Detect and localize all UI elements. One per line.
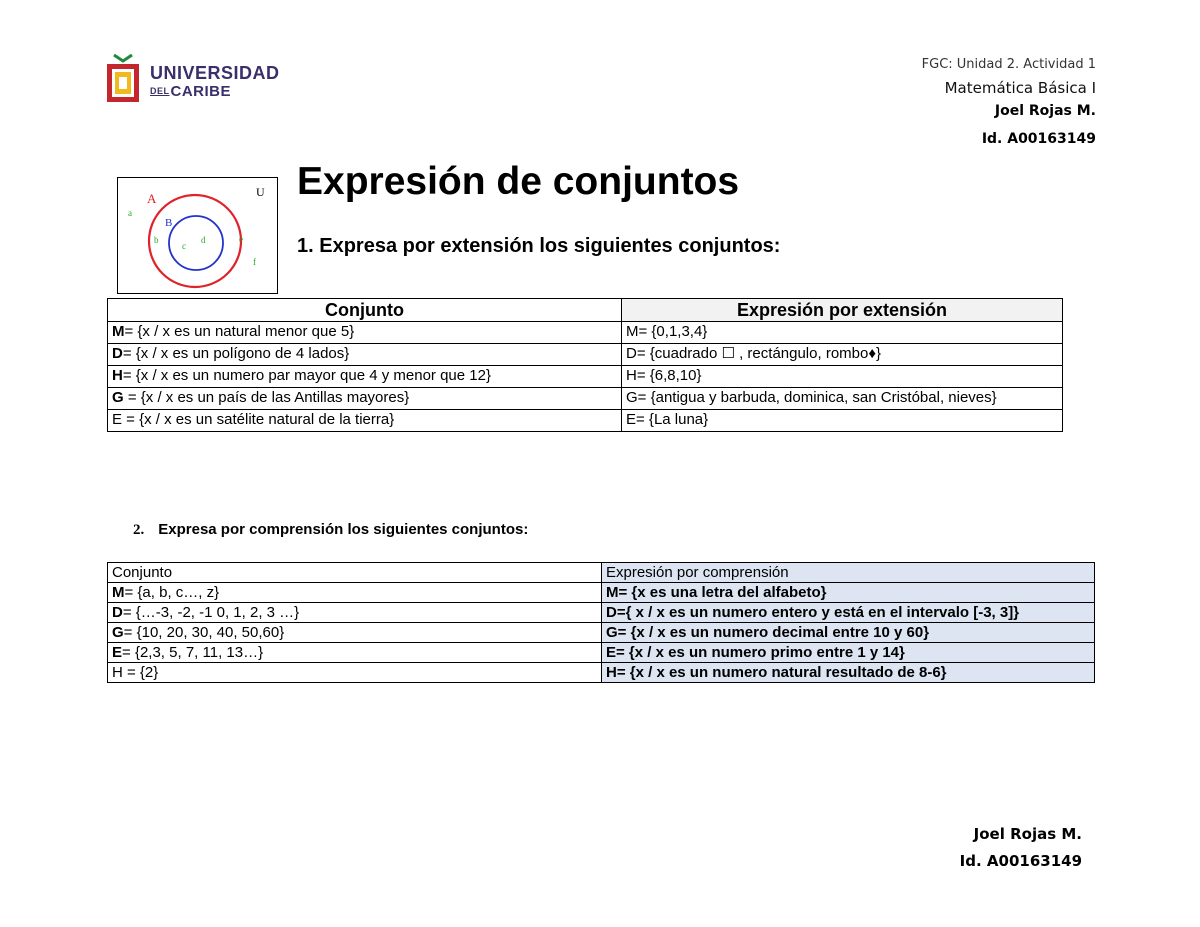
comprehension-cell: H= {x / x es un numero natural resultado de 8-6} [602, 663, 1095, 683]
set-listing: = {a, b, c…, z} [124, 584, 220, 601]
set-name: D [112, 604, 123, 621]
set-listing: = {10, 20, 30, 40, 50,60} [123, 624, 285, 641]
comprehension-cell: G= {x / x es un numero decimal entre 10 y 60} [602, 623, 1095, 643]
set-listing-cell [108, 623, 602, 643]
element-c: c [182, 241, 186, 251]
column-header-extension: Expresión por extensión [622, 299, 1063, 322]
set-definition: = {x / x es un numero par mayor que 4 y menor que 12} [122, 367, 491, 384]
set-a-circle [149, 195, 241, 287]
logo-text-universidad: UNIVERSIDAD [150, 63, 280, 83]
column-header-set: Conjunto [108, 299, 622, 322]
comprehension-cell: D={ x / x es un numero entero y está en el intervalo [-3, 3]} [602, 603, 1095, 623]
extension-table [107, 298, 1063, 432]
table-row [108, 410, 1063, 432]
header-course-code: FGC: Unidad 2. Actividad 1 [921, 57, 1096, 72]
question-2 [133, 521, 528, 539]
set-listing: = {…-3, -2, -1 0, 1, 2, 3 …} [122, 604, 300, 621]
header-author: Joel Rojas M. [994, 103, 1096, 119]
comprehension-table [107, 562, 1095, 683]
set-b-circle [169, 216, 223, 270]
extension-cell: E= {La luna} [622, 410, 1063, 432]
table-header-row [108, 299, 1063, 322]
set-name: H [112, 367, 123, 384]
header-id: Id. A00163149 [981, 131, 1096, 147]
extension-cell: H= {6,8,10} [622, 366, 1063, 388]
set-definition: = {x / x es un polígono de 4 lados} [122, 345, 350, 362]
set-b-label: B [165, 217, 173, 229]
logo-text-caribe-word: CARIBE [170, 83, 232, 100]
set-listing-cell [108, 583, 602, 603]
table-row [108, 366, 1063, 388]
set-definition: E = {x / x es un satélite natural de la tierra} [112, 411, 395, 428]
column-header-comprehension: Expresión por comprensión [602, 563, 1095, 583]
table-row [108, 623, 1095, 643]
set-listing-cell [108, 603, 602, 623]
element-b: b [154, 235, 159, 245]
question-2-text: Expresa por comprensión los siguientes conjuntos: [158, 521, 529, 538]
set-name: M [112, 584, 125, 601]
set-definition: = {x / x es un país de las Antillas mayores} [123, 389, 410, 406]
header-subject: Matemática Básica I [944, 79, 1096, 97]
logo-emblem-icon [104, 52, 142, 104]
set-name: E [112, 644, 123, 661]
element-d: d [201, 235, 206, 245]
university-logo [104, 52, 280, 104]
table-row [108, 344, 1063, 366]
footer-id: Id. A00163149 [959, 852, 1082, 870]
set-name: G [112, 624, 124, 641]
question-1: 1. Expresa por extensión los siguientes conjuntos: [297, 235, 781, 257]
footer-author: Joel Rojas M. [973, 825, 1082, 843]
table-row [108, 388, 1063, 410]
table-row [108, 603, 1095, 623]
table-row [108, 643, 1095, 663]
comprehension-cell: M= {x es una letra del alfabeto} [602, 583, 1095, 603]
page-title: Expresión de conjuntos [297, 160, 740, 203]
element-e: e [239, 234, 243, 244]
table-row [108, 322, 1063, 344]
set-definition-cell [108, 344, 622, 366]
set-listing-cell [108, 663, 602, 683]
logo-text-del: DEL [150, 86, 170, 96]
table-row [108, 583, 1095, 603]
set-listing-cell [108, 643, 602, 663]
set-definition-cell [108, 410, 622, 432]
venn-diagram [117, 177, 278, 294]
element-a: a [128, 208, 132, 218]
table-header-row [108, 563, 1095, 583]
column-header-set: Conjunto [108, 563, 602, 583]
extension-cell: G= {antigua y barbuda, dominica, san Cristóbal, nieves} [622, 388, 1063, 410]
question-2-number: 2. [133, 522, 145, 538]
comprehension-cell: E= {x / x es un numero primo entre 1 y 14} [602, 643, 1095, 663]
set-definition-cell [108, 388, 622, 410]
set-name: M [112, 323, 125, 340]
set-listing: H = {2} [112, 664, 159, 681]
logo-text-caribe [150, 84, 231, 99]
set-definition-cell [108, 366, 622, 388]
set-name: G [112, 389, 124, 406]
set-a-label: A [147, 191, 157, 206]
set-definition-cell [108, 322, 622, 344]
element-f: f [253, 257, 256, 267]
set-listing: = {2,3, 5, 7, 11, 13…} [122, 644, 264, 661]
table-row [108, 663, 1095, 683]
set-definition: = {x / x es un natural menor que 5} [124, 323, 355, 340]
extension-cell: D= {cuadrado ☐ , rectángulo, rombo♦} [622, 344, 1063, 366]
set-name: D [112, 345, 123, 362]
universe-label: U [256, 185, 265, 199]
extension-cell: M= {0,1,3,4} [622, 322, 1063, 344]
